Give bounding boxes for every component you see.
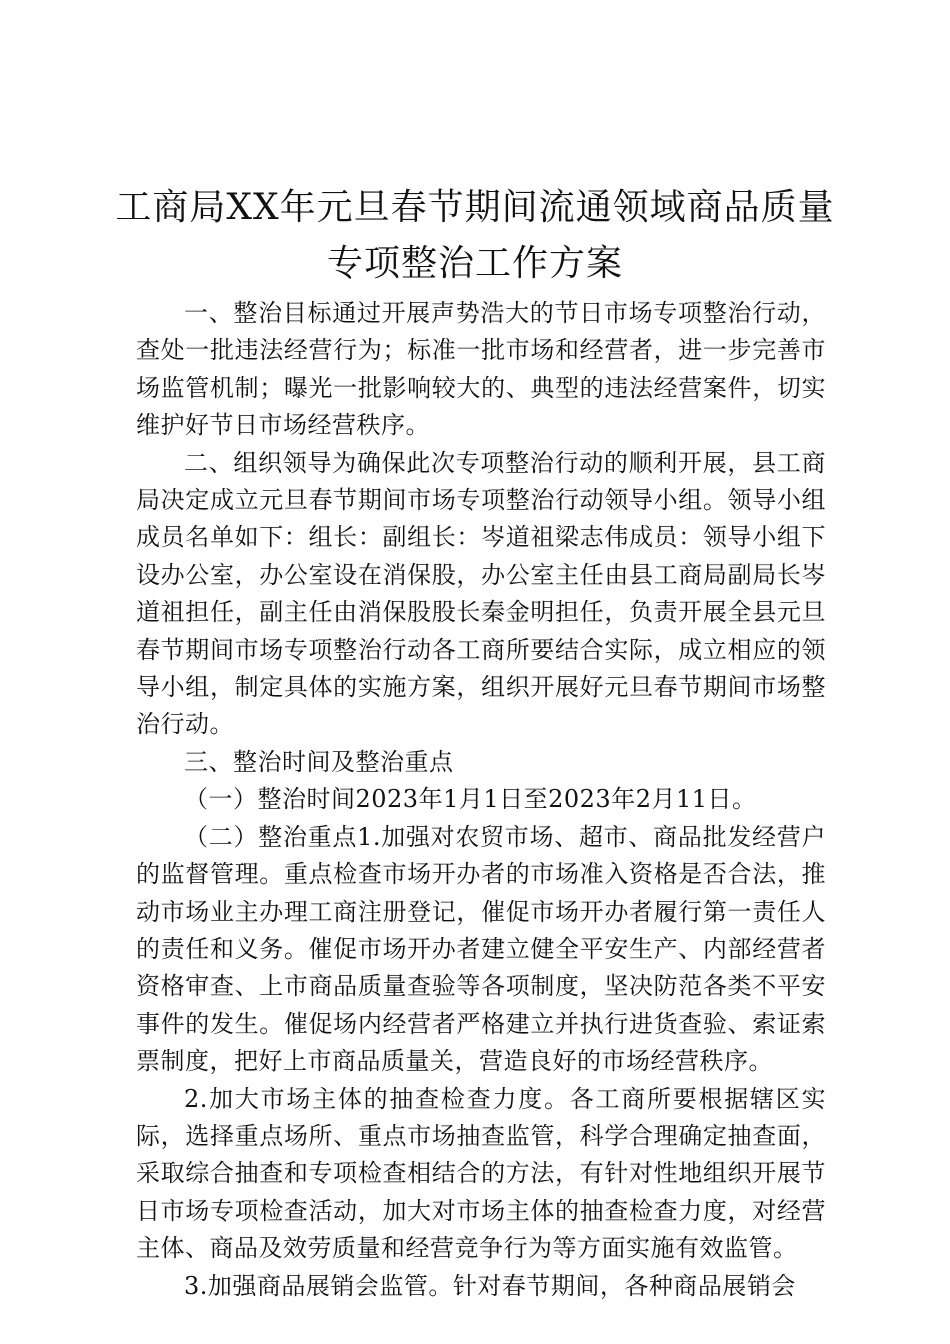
paragraph-focus-1: （二）整治重点1.加强对农贸市场、超市、商品批发经营户的监督管理。重点检查市场开办者的市场准入资格是否合法，推动市场业主办理工商注册登记，催促市场开办者履行第一责任人的责任和义务。催促市场开办者建立健全平安生产、内部经营者资格审查、上市商品质量查验等各项制度，坚决防范各类不平安事件的发生。催促场内经营者严格建立并执行进货查验、索证索票制度，把好上市商品质量关，营造良好的市场经营秩序。	[136, 822, 826, 1076]
paragraph-goals: 一、整治目标通过开展声势浩大的节日市场专项整治行动，查处一批违法经营行为；标准一批市场和经营者，进一步完善市场监管机制；曝光一批影响较大的、典型的违法经营案件，切实维护好节日市场经营秩序。	[136, 299, 826, 440]
paragraph-focus-3: 3.加强商品展销会监管。针对春节期间，各种商品展销会	[184, 1271, 796, 1300]
document-title-line-2: 专项整治工作方案	[326, 243, 623, 284]
document-body	[136, 295, 826, 1305]
paragraph-time: （一）整治时间2023年1月1日至2023年2月11日。	[184, 785, 757, 814]
document-title-line-1: 工商局XX年元旦春节期间流通领域商品质量	[115, 187, 835, 228]
paragraph-section-3-heading: 三、整治时间及整治重点	[184, 747, 454, 776]
paragraph-leadership: 二、组织领导为确保此次专项整治行动的顺利开展，县工商局决定成立元旦春节期间市场专项整治行动领导小组。领导小组成员名单如下：组长：副组长：岑道祖梁志伟成员：领导小组下设办公室，办公室设在消保股，办公室主任由县工商局副局长岑道祖担任，副主任由消保股股长秦金明担任，负责开展全县元旦春节期间市场专项整治行动各工商所要结合实际，成立相应的领导小组，制定具体的实施方案，组织开展好元旦春节期间市场整治行动。	[136, 448, 826, 739]
paragraph-focus-2: 2.加大市场主体的抽查检查力度。各工商所要根据辖区实际，选择重点场所、重点市场抽查监管，科学合理确定抽查面，采取综合抽查和专项检查相结合的方法，有针对性地组织开展节日市场专项检查活动，加大对市场主体的抽查检查力度，对经营主体、商品及效劳质量和经营竞争行为等方面实施有效监管。	[136, 1084, 826, 1263]
